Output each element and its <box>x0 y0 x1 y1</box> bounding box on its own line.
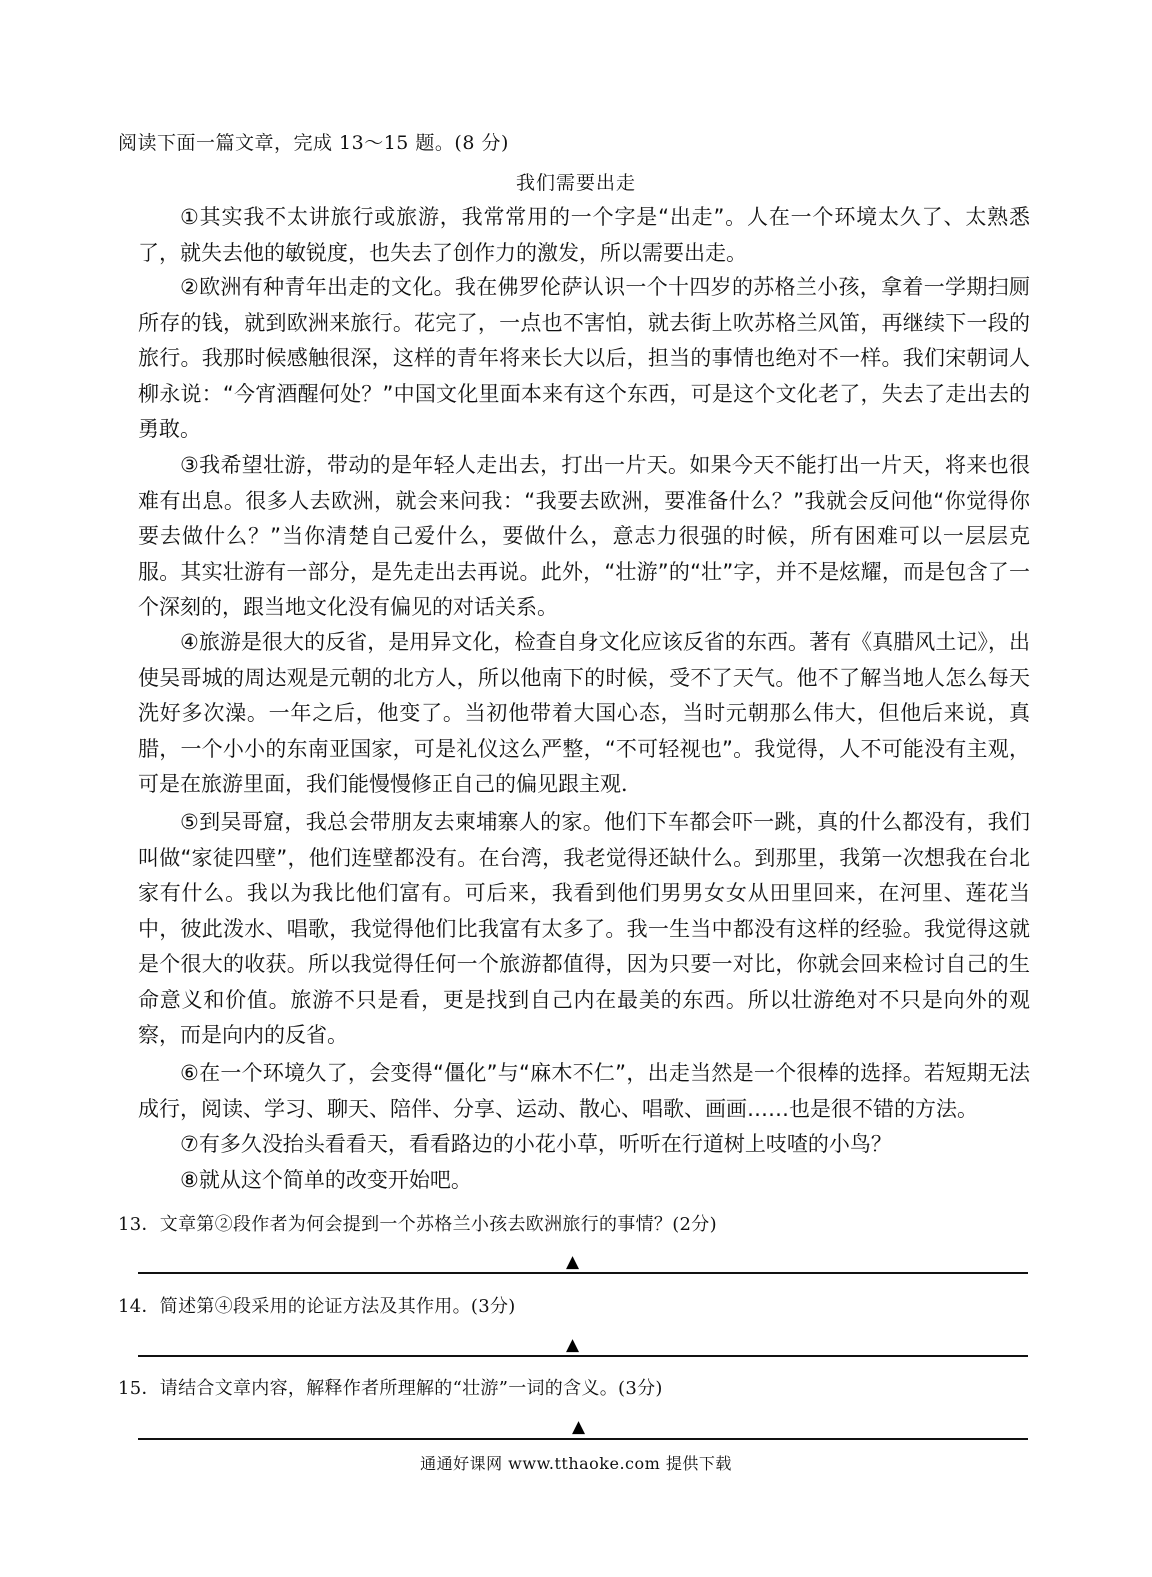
answer-marker-13: ▲ <box>566 1252 580 1272</box>
question-15: 15．请结合文章内容，解释作者所理解的“壮游”一词的含义。(3分) <box>118 1378 663 1399</box>
question-13: 13．文章第②段作者为何会提到一个苏格兰小孩去欧洲旅行的事情？(2分) <box>118 1214 717 1235</box>
article-paragraph-3: ③我希望壮游，带动的是年轻人走出去，打出一片天。如果今天不能打出一片天，将来也很难有出息。很多人去欧洲，就会来问我：“我要去欧洲，要准备什么？”我就会反问他“你觉得你要去做什么？”当你清楚自己爱什么，要做什么，意志力很强的时候，所有困难可以一层层克服。其实壮游有一部分，是先走出去再说。此外，“壮游”的“壮”字，并不是炫耀，而是包含了一个深刻的，跟当地文化没有偏见的对话关系。 <box>138 453 1030 619</box>
question-14: 14．简述第④段采用的论证方法及其作用。(3分) <box>118 1296 516 1317</box>
article-paragraph-7: ⑦有多久没抬头看看天，看看路边的小花小草，听听在行道树上吱喳的小鸟？ <box>180 1132 892 1156</box>
article-title: 我们需要出走 <box>515 172 636 194</box>
answer-marker-14: ▲ <box>566 1335 580 1355</box>
reading-instruction: 阅读下面一篇文章，完成 13～15 题。(8 分) <box>118 132 509 154</box>
footer-source: 通通好课网 www.tthaoke.com 提供下载 <box>420 1454 732 1473</box>
article-paragraph-4: ④旅游是很大的反省，是用异文化，检查自身文化应该反省的东西。著有《真腊风土记》，出使吴哥城的周达观是元朝的北方人，所以他南下的时候，受不了天气。他不了解当地人怎么每天洗好多次澡。一年之后，他变了。当初他带着大国心态，当时元朝那么伟大，但他后来说，真腊，一个小小的东南亚国家，可是礼仪这么严整，“不可轻视也”。我觉得，人不可能没有主观，可是在旅游里面，我们能慢慢修正自己的偏见跟主观． <box>138 630 1030 796</box>
article-paragraph-6: ⑥在一个环境久了，会变得“僵化”与“麻木不仁”，出走当然是一个很棒的选择。若短期无法成行，阅读、学习、聊天、陪伴、分享、运动、散心、唱歌、画画……也是很不错的方法。 <box>138 1061 1030 1121</box>
article-paragraph-1: ①其实我不太讲旅行或旅游，我常常用的一个字是“出走”。人在一个环境太久了、太熟悉了，就失去他的敏锐度，也失去了创作力的激发，所以需要出走。 <box>138 205 1030 265</box>
answer-line-13[interactable] <box>138 1272 1028 1274</box>
answer-line-15[interactable] <box>138 1438 1028 1440</box>
article-paragraph-2: ②欧洲有种青年出走的文化。我在佛罗伦萨认识一个十四岁的苏格兰小孩，拿着一学期扫厕所存的钱，就到欧洲来旅行。花完了，一点也不害怕，就去街上吹苏格兰风笛，再继续下一段的旅行。我那时候感触很深，这样的青年将来长大以后，担当的事情也绝对不一样。我们宋朝词人柳永说：“今宵酒醒何处？”中国文化里面本来有这个东西，可是这个文化老了，失去了走出去的勇敢。 <box>138 275 1030 441</box>
article-paragraph-5: ⑤到吴哥窟，我总会带朋友去柬埔寨人的家。他们下车都会吓一跳，真的什么都没有，我们叫做“家徒四壁”，他们连壁都没有。在台湾，我老觉得还缺什么。到那里，我第一次想我在台北家有什么。我以为我比他们富有。可后来，我看到他们男男女女从田里回来，在河里、莲花当中，彼此泼水、唱歌，我觉得他们比我富有太多了。我一生当中都没有这样的经验。我觉得这就是个很大的收获。所以我觉得任何一个旅游都值得，因为只要一对比，你就会回来检讨自己的生命意义和价值。旅游不只是看，更是找到自己内在最美的东西。所以壮游绝对不只是向外的观察，而是向内的反省。 <box>138 810 1030 1047</box>
answer-marker-15: ▲ <box>572 1417 586 1437</box>
answer-line-14[interactable] <box>138 1355 1028 1357</box>
article-paragraph-8: ⑧就从这个简单的改变开始吧。 <box>180 1168 472 1192</box>
